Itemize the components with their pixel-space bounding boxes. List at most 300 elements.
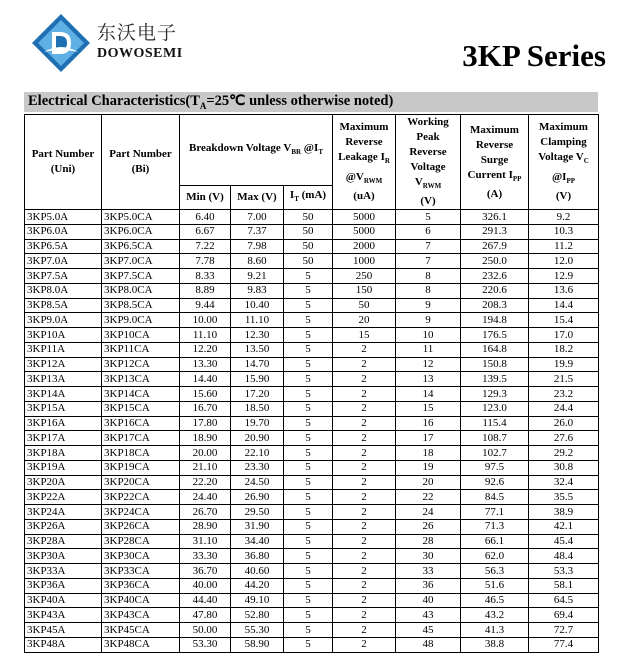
cell-vc: 14.4 <box>529 298 599 313</box>
cell-part-bi: 3KP40CA <box>102 593 180 608</box>
cell-part-uni: 3KP5.0A <box>25 210 102 225</box>
table-row <box>25 387 599 402</box>
cell-vc: 10.3 <box>529 224 599 239</box>
cell-ir: 2 <box>333 387 396 402</box>
cell-vc: 12.0 <box>529 254 599 269</box>
cell-it: 5 <box>284 564 333 579</box>
cell-ir: 2 <box>333 460 396 475</box>
cell-ir: 5000 <box>333 224 396 239</box>
cell-ipp: 38.8 <box>461 637 529 652</box>
cell-part-bi: 3KP6.0CA <box>102 224 180 239</box>
cell-part-bi: 3KP11CA <box>102 342 180 357</box>
cell-part-bi: 3KP16CA <box>102 416 180 431</box>
cell-ir: 2 <box>333 593 396 608</box>
cell-vrwm: 18 <box>396 446 461 461</box>
cell-ir: 2 <box>333 372 396 387</box>
cell-ir: 2 <box>333 608 396 623</box>
cell-vbr-max: 34.40 <box>231 534 284 549</box>
cell-vrwm: 15 <box>396 401 461 416</box>
cell-vrwm: 9 <box>396 313 461 328</box>
table-row <box>25 578 599 593</box>
table-row <box>25 505 599 520</box>
cell-vbr-max: 58.90 <box>231 637 284 652</box>
cell-vc: 53.3 <box>529 564 599 579</box>
cell-vrwm: 12 <box>396 357 461 372</box>
cell-part-bi: 3KP13CA <box>102 372 180 387</box>
cell-it: 5 <box>284 460 333 475</box>
table-row <box>25 372 599 387</box>
cell-it: 5 <box>284 357 333 372</box>
cell-part-uni: 3KP36A <box>25 578 102 593</box>
header-breakdown-voltage: Breakdown Voltage $V_{BR}$ $@I_T$ <box>180 115 333 186</box>
cell-part-bi: 3KP36CA <box>102 578 180 593</box>
cell-ipp: 194.8 <box>461 313 529 328</box>
cell-vrwm: 7 <box>396 239 461 254</box>
cell-ir: 250 <box>333 269 396 284</box>
table-row <box>25 519 599 534</box>
table-body <box>25 210 599 653</box>
cell-vc: 29.2 <box>529 446 599 461</box>
cell-vbr-max: 13.50 <box>231 342 284 357</box>
page-header <box>0 0 624 92</box>
cell-part-uni: 3KP11A <box>25 342 102 357</box>
cell-it: 50 <box>284 239 333 254</box>
cell-vbr-max: 15.90 <box>231 372 284 387</box>
cell-vc: 11.2 <box>529 239 599 254</box>
cell-part-bi: 3KP7.0CA <box>102 254 180 269</box>
cell-ipp: 220.6 <box>461 283 529 298</box>
cell-part-uni: 3KP20A <box>25 475 102 490</box>
cell-part-uni: 3KP16A <box>25 416 102 431</box>
cell-ir: 20 <box>333 313 396 328</box>
cell-ipp: 62.0 <box>461 549 529 564</box>
cell-ipp: 267.9 <box>461 239 529 254</box>
cell-vc: 38.9 <box>529 505 599 520</box>
cell-vbr-min: 12.20 <box>180 342 231 357</box>
cell-vc: 21.5 <box>529 372 599 387</box>
cell-ipp: 41.3 <box>461 623 529 638</box>
cell-it: 50 <box>284 224 333 239</box>
cell-vc: 69.4 <box>529 608 599 623</box>
cell-part-bi: 3KP19CA <box>102 460 180 475</box>
table-header-row <box>25 115 599 186</box>
cell-vc: 18.2 <box>529 342 599 357</box>
cell-ir: 1000 <box>333 254 396 269</box>
table-row <box>25 283 599 298</box>
cell-ir: 5000 <box>333 210 396 225</box>
cell-part-bi: 3KP43CA <box>102 608 180 623</box>
cell-vbr-min: 20.00 <box>180 446 231 461</box>
cell-part-bi: 3KP26CA <box>102 519 180 534</box>
cell-part-bi: 3KP10CA <box>102 328 180 343</box>
cell-vbr-min: 13.30 <box>180 357 231 372</box>
cell-ipp: 208.3 <box>461 298 529 313</box>
brand-name-chinese: 东沃电子 <box>97 22 178 44</box>
cell-ir: 2 <box>333 401 396 416</box>
cell-ipp: 250.0 <box>461 254 529 269</box>
cell-ipp: 326.1 <box>461 210 529 225</box>
table-row <box>25 490 599 505</box>
cell-vbr-min: 7.78 <box>180 254 231 269</box>
cell-ipp: 56.3 <box>461 564 529 579</box>
cell-vc: 77.4 <box>529 637 599 652</box>
cell-vbr-min: 21.10 <box>180 460 231 475</box>
cell-vrwm: 8 <box>396 269 461 284</box>
header-max-voltage: Max (V) <box>231 186 284 210</box>
cell-vbr-max: 11.10 <box>231 313 284 328</box>
cell-vbr-max: 8.60 <box>231 254 284 269</box>
cell-vc: 32.4 <box>529 475 599 490</box>
table-row <box>25 416 599 431</box>
table-row <box>25 593 599 608</box>
cell-ipp: 123.0 <box>461 401 529 416</box>
table-row <box>25 224 599 239</box>
cell-ipp: 66.1 <box>461 534 529 549</box>
cell-vc: 58.1 <box>529 578 599 593</box>
cell-vbr-max: 31.90 <box>231 519 284 534</box>
cell-it: 5 <box>284 475 333 490</box>
cell-part-uni: 3KP40A <box>25 593 102 608</box>
cell-it: 5 <box>284 416 333 431</box>
cell-ir: 2 <box>333 357 396 372</box>
cell-ipp: 71.3 <box>461 519 529 534</box>
cell-vbr-min: 16.70 <box>180 401 231 416</box>
cell-it: 5 <box>284 519 333 534</box>
header-max-leakage: Maximum Reverse Leakage $I_R$ $@V_{RWM}$ (uA) <box>333 115 396 210</box>
cell-part-bi: 3KP48CA <box>102 637 180 652</box>
cell-ipp: 108.7 <box>461 431 529 446</box>
cell-ipp: 115.4 <box>461 416 529 431</box>
header-test-current: $I_T$ (mA) <box>284 186 333 210</box>
table-row <box>25 239 599 254</box>
cell-vbr-min: 18.90 <box>180 431 231 446</box>
cell-vbr-max: 22.10 <box>231 446 284 461</box>
cell-it: 50 <box>284 254 333 269</box>
cell-it: 5 <box>284 578 333 593</box>
header-surge-current: Maximum Reverse Surge Current $I_{PP}$ (A) <box>461 115 529 210</box>
cell-vrwm: 13 <box>396 372 461 387</box>
cell-part-bi: 3KP6.5CA <box>102 239 180 254</box>
cell-part-bi: 3KP30CA <box>102 549 180 564</box>
cell-part-bi: 3KP28CA <box>102 534 180 549</box>
cell-vbr-max: 20.90 <box>231 431 284 446</box>
cell-ir: 50 <box>333 298 396 313</box>
cell-it: 5 <box>284 372 333 387</box>
cell-it: 5 <box>284 298 333 313</box>
table-row <box>25 475 599 490</box>
cell-part-uni: 3KP13A <box>25 372 102 387</box>
header-part-uni: Part Number (Uni) <box>25 115 102 210</box>
cell-vc: 45.4 <box>529 534 599 549</box>
cell-vbr-min: 8.89 <box>180 283 231 298</box>
cell-it: 5 <box>284 328 333 343</box>
cell-vbr-max: 52.80 <box>231 608 284 623</box>
cell-part-uni: 3KP6.5A <box>25 239 102 254</box>
cell-ir: 2 <box>333 534 396 549</box>
cell-part-bi: 3KP8.0CA <box>102 283 180 298</box>
cell-vrwm: 45 <box>396 623 461 638</box>
cell-it: 5 <box>284 342 333 357</box>
cell-part-bi: 3KP9.0CA <box>102 313 180 328</box>
cell-ir: 2 <box>333 519 396 534</box>
cell-vc: 72.7 <box>529 623 599 638</box>
cell-vbr-max: 9.21 <box>231 269 284 284</box>
cell-vc: 12.9 <box>529 269 599 284</box>
cell-it: 5 <box>284 401 333 416</box>
cell-vrwm: 8 <box>396 283 461 298</box>
cell-part-uni: 3KP7.0A <box>25 254 102 269</box>
cell-vbr-max: 23.30 <box>231 460 284 475</box>
cell-vrwm: 33 <box>396 564 461 579</box>
cell-ipp: 77.1 <box>461 505 529 520</box>
cell-vc: 24.4 <box>529 401 599 416</box>
cell-vrwm: 43 <box>396 608 461 623</box>
cell-vbr-max: 40.60 <box>231 564 284 579</box>
cell-vrwm: 14 <box>396 387 461 402</box>
cell-vc: 26.0 <box>529 416 599 431</box>
cell-part-bi: 3KP24CA <box>102 505 180 520</box>
cell-vrwm: 9 <box>396 298 461 313</box>
cell-vrwm: 6 <box>396 224 461 239</box>
cell-ipp: 150.8 <box>461 357 529 372</box>
table-row <box>25 210 599 225</box>
cell-ir: 2 <box>333 623 396 638</box>
cell-part-uni: 3KP14A <box>25 387 102 402</box>
cell-ipp: 291.3 <box>461 224 529 239</box>
cell-part-uni: 3KP33A <box>25 564 102 579</box>
cell-vbr-min: 40.00 <box>180 578 231 593</box>
cell-ipp: 46.5 <box>461 593 529 608</box>
cell-vbr-min: 47.80 <box>180 608 231 623</box>
section-title-prefix: Electrical Characteristics(T <box>28 93 200 109</box>
cell-it: 5 <box>284 490 333 505</box>
cell-ir: 2 <box>333 475 396 490</box>
cell-vrwm: 28 <box>396 534 461 549</box>
cell-vbr-max: 26.90 <box>231 490 284 505</box>
cell-vbr-min: 7.22 <box>180 239 231 254</box>
cell-vbr-max: 7.00 <box>231 210 284 225</box>
cell-vbr-min: 17.80 <box>180 416 231 431</box>
cell-ir: 2 <box>333 578 396 593</box>
cell-vbr-min: 44.40 <box>180 593 231 608</box>
cell-part-uni: 3KP12A <box>25 357 102 372</box>
cell-vbr-max: 10.40 <box>231 298 284 313</box>
table-row <box>25 298 599 313</box>
cell-vrwm: 19 <box>396 460 461 475</box>
cell-part-bi: 3KP22CA <box>102 490 180 505</box>
cell-vbr-max: 7.37 <box>231 224 284 239</box>
cell-part-uni: 3KP18A <box>25 446 102 461</box>
table-row <box>25 328 599 343</box>
cell-vbr-min: 24.40 <box>180 490 231 505</box>
cell-vrwm: 36 <box>396 578 461 593</box>
cell-it: 50 <box>284 210 333 225</box>
cell-ipp: 139.5 <box>461 372 529 387</box>
cell-vbr-min: 53.30 <box>180 637 231 652</box>
cell-vbr-min: 31.10 <box>180 534 231 549</box>
cell-vbr-min: 9.44 <box>180 298 231 313</box>
cell-ipp: 232.6 <box>461 269 529 284</box>
cell-part-uni: 3KP8.5A <box>25 298 102 313</box>
cell-vc: 35.5 <box>529 490 599 505</box>
cell-ir: 2 <box>333 416 396 431</box>
cell-part-uni: 3KP24A <box>25 505 102 520</box>
cell-ir: 2000 <box>333 239 396 254</box>
cell-vbr-min: 8.33 <box>180 269 231 284</box>
header-part-bi: Part Number (Bi) <box>102 115 180 210</box>
cell-part-uni: 3KP15A <box>25 401 102 416</box>
cell-it: 5 <box>284 623 333 638</box>
cell-vc: 64.5 <box>529 593 599 608</box>
cell-part-uni: 3KP8.0A <box>25 283 102 298</box>
cell-part-bi: 3KP20CA <box>102 475 180 490</box>
cell-vbr-max: 19.70 <box>231 416 284 431</box>
cell-ipp: 176.5 <box>461 328 529 343</box>
cell-ir: 2 <box>333 564 396 579</box>
table-row <box>25 357 599 372</box>
series-title: 3KP Series <box>462 38 606 73</box>
cell-ir: 15 <box>333 328 396 343</box>
cell-ipp: 84.5 <box>461 490 529 505</box>
cell-vc: 9.2 <box>529 210 599 225</box>
table-row <box>25 623 599 638</box>
cell-part-uni: 3KP17A <box>25 431 102 446</box>
cell-vbr-max: 29.50 <box>231 505 284 520</box>
cell-it: 5 <box>284 313 333 328</box>
cell-vrwm: 48 <box>396 637 461 652</box>
cell-vbr-max: 36.80 <box>231 549 284 564</box>
cell-ir: 2 <box>333 490 396 505</box>
cell-vc: 17.0 <box>529 328 599 343</box>
cell-vc: 13.6 <box>529 283 599 298</box>
cell-it: 5 <box>284 637 333 652</box>
cell-vc: 27.6 <box>529 431 599 446</box>
cell-vrwm: 20 <box>396 475 461 490</box>
cell-part-bi: 3KP15CA <box>102 401 180 416</box>
cell-part-uni: 3KP26A <box>25 519 102 534</box>
cell-vrwm: 7 <box>396 254 461 269</box>
cell-vbr-max: 49.10 <box>231 593 284 608</box>
cell-vbr-min: 50.00 <box>180 623 231 638</box>
section-title-suffix: =25℃ unless otherwise noted) <box>206 93 394 109</box>
cell-ipp: 129.3 <box>461 387 529 402</box>
cell-vbr-max: 17.20 <box>231 387 284 402</box>
table-row <box>25 549 599 564</box>
section-title <box>28 93 393 111</box>
cell-part-bi: 3KP5.0CA <box>102 210 180 225</box>
cell-vrwm: 17 <box>396 431 461 446</box>
cell-vbr-max: 14.70 <box>231 357 284 372</box>
cell-ipp: 102.7 <box>461 446 529 461</box>
cell-ir: 2 <box>333 446 396 461</box>
table-row <box>25 608 599 623</box>
cell-vbr-min: 6.67 <box>180 224 231 239</box>
cell-ipp: 92.6 <box>461 475 529 490</box>
cell-vbr-min: 26.70 <box>180 505 231 520</box>
cell-vbr-max: 12.30 <box>231 328 284 343</box>
cell-ir: 2 <box>333 637 396 652</box>
cell-vbr-max: 7.98 <box>231 239 284 254</box>
cell-vrwm: 10 <box>396 328 461 343</box>
table-row <box>25 460 599 475</box>
cell-vbr-max: 55.30 <box>231 623 284 638</box>
table-row <box>25 534 599 549</box>
cell-part-uni: 3KP28A <box>25 534 102 549</box>
cell-vbr-min: 28.90 <box>180 519 231 534</box>
cell-it: 5 <box>284 549 333 564</box>
cell-part-uni: 3KP30A <box>25 549 102 564</box>
cell-vrwm: 30 <box>396 549 461 564</box>
cell-part-uni: 3KP6.0A <box>25 224 102 239</box>
cell-part-bi: 3KP8.5CA <box>102 298 180 313</box>
cell-vbr-max: 9.83 <box>231 283 284 298</box>
cell-vc: 42.1 <box>529 519 599 534</box>
cell-it: 5 <box>284 283 333 298</box>
cell-part-uni: 3KP10A <box>25 328 102 343</box>
cell-ir: 2 <box>333 549 396 564</box>
cell-vrwm: 11 <box>396 342 461 357</box>
table-row <box>25 254 599 269</box>
header-working-voltage: Working Peak Reverse Voltage $V_{RWM}$ (V) <box>396 115 461 210</box>
cell-it: 5 <box>284 269 333 284</box>
cell-vrwm: 24 <box>396 505 461 520</box>
table-row <box>25 401 599 416</box>
cell-part-uni: 3KP43A <box>25 608 102 623</box>
cell-ir: 2 <box>333 505 396 520</box>
cell-vc: 15.4 <box>529 313 599 328</box>
table-row <box>25 564 599 579</box>
cell-part-uni: 3KP22A <box>25 490 102 505</box>
cell-vbr-min: 6.40 <box>180 210 231 225</box>
cell-it: 5 <box>284 431 333 446</box>
cell-vc: 23.2 <box>529 387 599 402</box>
cell-part-bi: 3KP17CA <box>102 431 180 446</box>
cell-it: 5 <box>284 593 333 608</box>
table-row <box>25 342 599 357</box>
cell-part-bi: 3KP45CA <box>102 623 180 638</box>
cell-vrwm: 26 <box>396 519 461 534</box>
cell-part-uni: 3KP7.5A <box>25 269 102 284</box>
cell-it: 5 <box>284 608 333 623</box>
cell-vc: 30.8 <box>529 460 599 475</box>
table-row <box>25 269 599 284</box>
cell-part-uni: 3KP45A <box>25 623 102 638</box>
cell-it: 5 <box>284 534 333 549</box>
cell-it: 5 <box>284 387 333 402</box>
cell-part-uni: 3KP48A <box>25 637 102 652</box>
cell-vbr-min: 22.20 <box>180 475 231 490</box>
cell-ir: 2 <box>333 431 396 446</box>
cell-vbr-max: 18.50 <box>231 401 284 416</box>
cell-vbr-min: 14.40 <box>180 372 231 387</box>
cell-vbr-min: 15.60 <box>180 387 231 402</box>
table-row <box>25 446 599 461</box>
cell-ipp: 43.2 <box>461 608 529 623</box>
cell-part-bi: 3KP14CA <box>102 387 180 402</box>
cell-ipp: 97.5 <box>461 460 529 475</box>
cell-part-uni: 3KP19A <box>25 460 102 475</box>
cell-it: 5 <box>284 505 333 520</box>
cell-vbr-min: 36.70 <box>180 564 231 579</box>
cell-vbr-min: 11.10 <box>180 328 231 343</box>
cell-vbr-min: 10.00 <box>180 313 231 328</box>
dowosemi-logo-icon <box>30 12 92 74</box>
cell-ir: 150 <box>333 283 396 298</box>
cell-vrwm: 16 <box>396 416 461 431</box>
cell-ipp: 164.8 <box>461 342 529 357</box>
cell-vbr-max: 24.50 <box>231 475 284 490</box>
electrical-characteristics-table <box>24 114 599 653</box>
